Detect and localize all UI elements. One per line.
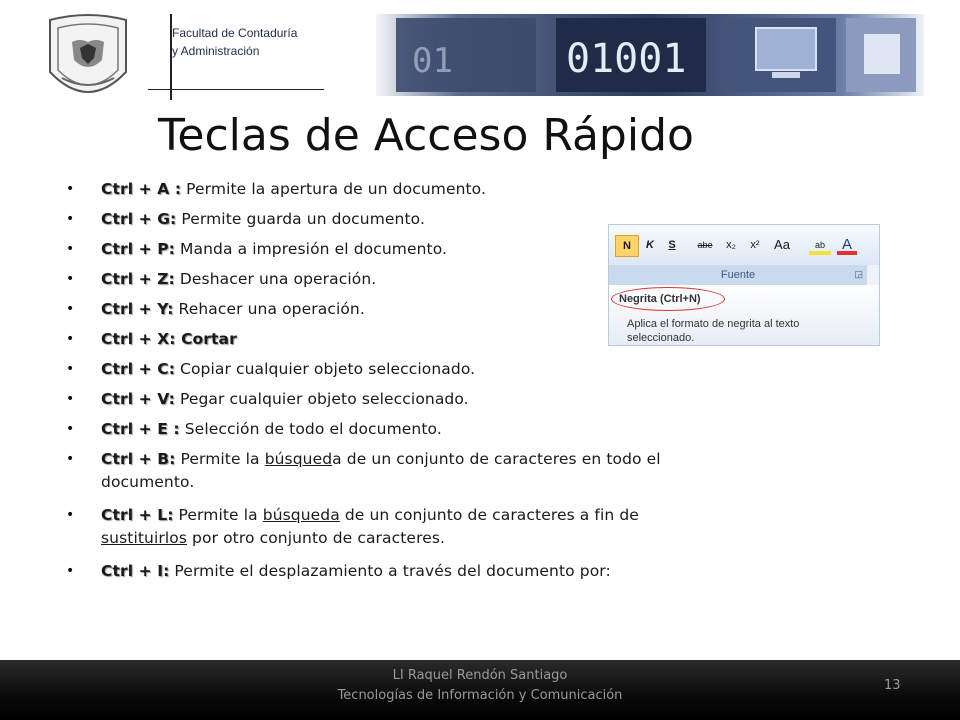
subscript-button[interactable]: x₂ xyxy=(726,239,736,251)
underline-button[interactable]: S xyxy=(668,239,676,251)
shortcut-description: Permite la apertura de un documento. xyxy=(181,180,487,198)
shortcut-key: Ctrl + C: xyxy=(101,360,175,378)
list-item xyxy=(66,388,726,411)
list-item xyxy=(66,504,726,550)
bullet-icon: • xyxy=(66,331,75,347)
superscript-button[interactable]: x² xyxy=(750,239,760,251)
bullet-icon: • xyxy=(66,563,75,579)
font-color-button[interactable]: A xyxy=(837,235,857,255)
list-item xyxy=(66,560,726,583)
shortcut-description-post: por otro conjunto de caracteres. xyxy=(187,529,446,547)
underlined-word: sustituirlos xyxy=(101,529,188,547)
shortcut-description-post: a de un conjunto de caracteres en todo el documento. xyxy=(101,450,661,491)
underlined-word: búsqued xyxy=(264,450,333,468)
footer-course: Tecnologías de Información y Comunicación xyxy=(337,688,623,703)
shortcut-description: Permite guarda un documento. xyxy=(176,210,425,228)
slide-footer xyxy=(0,660,960,720)
list-item xyxy=(66,418,726,441)
shortcut-key: Ctrl + L: xyxy=(101,506,174,524)
shortcut-key: Ctrl + I: xyxy=(101,562,170,580)
bullet-icon: • xyxy=(66,507,75,523)
shortcut-description-pre: Permite la xyxy=(175,450,265,468)
svg-text:01001: 01001 xyxy=(566,36,687,82)
bullet-icon: • xyxy=(66,361,75,377)
bullet-icon: • xyxy=(66,241,75,257)
italic-button[interactable]: K xyxy=(646,239,654,251)
faculty-logo-line2: y Administración xyxy=(172,44,260,58)
bullet-icon: • xyxy=(66,301,75,317)
tooltip-description: Aplica el formato de negrita al texto seleccionado. xyxy=(627,318,800,344)
shortcut-description: Rehacer una operación. xyxy=(173,300,365,318)
header-horizontal-rule xyxy=(148,89,324,90)
shortcut-key: Ctrl + Y: xyxy=(101,300,174,318)
underlined-word: búsqueda xyxy=(262,506,340,524)
svg-text:01: 01 xyxy=(412,41,453,81)
tooltip xyxy=(609,285,879,345)
shortcut-description-mid: de un conjunto de caracteres a fin de xyxy=(339,506,639,524)
strikethrough-button[interactable]: abe xyxy=(697,240,713,250)
highlight-button[interactable]: ab xyxy=(809,235,831,255)
bullet-icon: • xyxy=(66,181,75,197)
list-item xyxy=(66,448,726,494)
shortcut-key: Ctrl + P: xyxy=(101,240,175,258)
shortcut-key: Ctrl + Z: xyxy=(101,270,175,288)
unam-seal-icon xyxy=(42,12,134,112)
shortcut-description: Copiar cualquier objeto seleccionado. xyxy=(175,360,476,378)
shortcut-key: Ctrl + V: xyxy=(101,390,175,408)
shortcut-description: Deshacer una operación. xyxy=(174,270,377,288)
footer-author: LI Raquel Rendón Santiago xyxy=(392,668,568,683)
shortcut-key: Ctrl + X: Cortar xyxy=(101,330,237,348)
shortcut-description: Manda a impresión el documento. xyxy=(174,240,448,258)
page-number: 13 xyxy=(884,678,901,693)
slide-title: Teclas de Acceso Rápido xyxy=(158,110,694,161)
faculty-logo xyxy=(172,24,352,60)
shortcut-key: Ctrl + B: xyxy=(101,450,176,468)
dialog-launcher-icon[interactable]: ◲ xyxy=(854,269,863,279)
faculty-logo-line1: Facultad de Contaduría xyxy=(172,26,298,40)
ribbon-toolbar xyxy=(609,225,879,265)
shortcut-key: Ctrl + G: xyxy=(101,210,177,228)
ribbon-group-label: Fuente xyxy=(609,265,867,285)
bullet-icon: • xyxy=(66,391,75,407)
technology-banner-image xyxy=(376,14,924,96)
shortcut-key: Ctrl + A : xyxy=(101,180,182,198)
bullet-icon: • xyxy=(66,421,75,437)
list-item xyxy=(66,178,726,201)
bullet-icon: • xyxy=(66,211,75,227)
word-ribbon-screenshot xyxy=(608,224,880,346)
bold-button[interactable]: N xyxy=(615,235,639,257)
shortcut-description-pre: Permite la xyxy=(173,506,263,524)
shortcut-key: Ctrl + E : xyxy=(101,420,180,438)
shortcut-description: Pegar cualquier objeto seleccionado. xyxy=(174,390,469,408)
list-item xyxy=(66,358,726,381)
bullet-icon: • xyxy=(66,451,75,467)
change-case-button[interactable]: Aa xyxy=(774,237,790,252)
shortcut-description: Selección de todo el documento. xyxy=(179,420,442,438)
bullet-icon: • xyxy=(66,271,75,287)
tooltip-title: Negrita (Ctrl+N) xyxy=(619,293,701,305)
shortcut-description: Permite el desplazamiento a través del documento por: xyxy=(169,562,611,580)
